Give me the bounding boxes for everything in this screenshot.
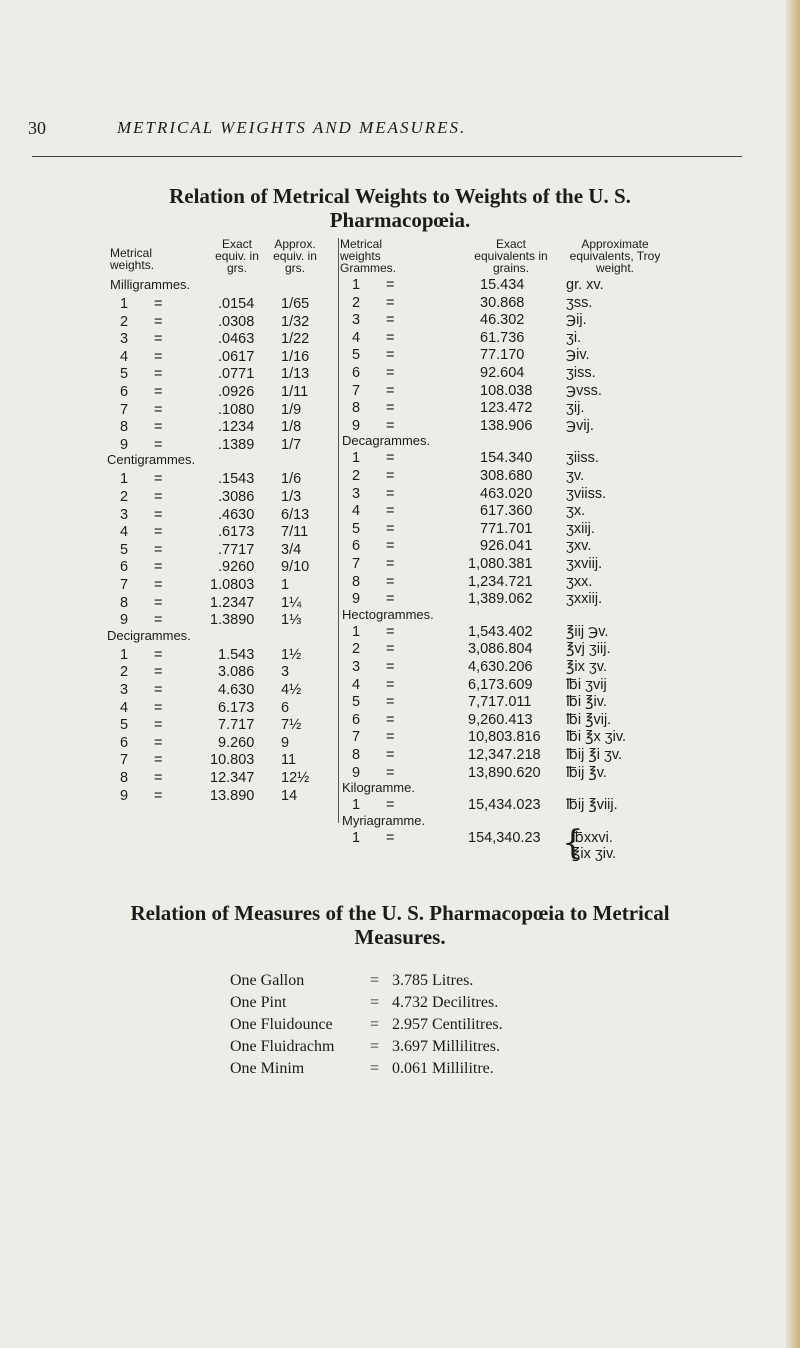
metric-number: 6 <box>352 711 361 728</box>
exact-equivalent: 1,543.402 <box>468 623 533 640</box>
exact-equivalent: 46.302 <box>480 312 525 329</box>
metric-number: 5 <box>120 717 129 734</box>
metric-number: 9 <box>120 436 129 453</box>
troy-equivalent: ʒxv. <box>566 538 592 555</box>
approx-equivalent: 7/11 <box>281 524 309 541</box>
equals-sign: = <box>386 729 395 746</box>
equals-sign: = <box>386 347 395 364</box>
table-row <box>0 346 800 364</box>
measures-table-title: Relation of Measures of the U. S. Pharmacopœia to Metrical <box>130 901 670 925</box>
equals-sign: = <box>154 734 163 751</box>
exact-equivalent: .6173 <box>218 524 255 541</box>
troy-equivalent: ℔i ʒvij <box>566 676 607 693</box>
approx-equivalent: 1/9 <box>281 401 302 418</box>
equals-sign: = <box>154 366 163 383</box>
metric-number: 7 <box>352 382 361 399</box>
approx-equivalent: 1¼ <box>281 594 302 611</box>
table-row <box>0 728 800 746</box>
metric-number: 1 <box>120 296 129 312</box>
metric-number: 8 <box>120 770 129 786</box>
exact-equivalent: .9260 <box>218 559 255 576</box>
exact-equivalent: 61.736 <box>480 329 525 346</box>
measure-name: One Fluidounce <box>230 1016 333 1033</box>
group-label: Decagrammes. <box>342 433 431 449</box>
equals-sign: = <box>386 520 395 537</box>
table-row <box>0 764 800 782</box>
equals-sign: = <box>154 717 163 734</box>
troy-equivalent: ℥ix ʒv. <box>566 659 607 675</box>
measure-name: One Pint <box>230 994 287 1011</box>
metric-number: 8 <box>120 594 129 611</box>
exact-equivalent: .0926 <box>218 384 255 400</box>
equals-sign: = <box>154 770 163 786</box>
equals-sign: = <box>386 417 395 434</box>
metric-number: 4 <box>120 524 129 541</box>
equals-sign: = <box>386 676 395 693</box>
exact-equivalent: 1,234.721 <box>468 573 533 590</box>
metric-number: 3 <box>120 682 129 698</box>
measure-name: One Minim <box>230 1060 305 1077</box>
troy-equivalent: ℈vss. <box>566 382 602 399</box>
measure-row <box>230 1058 690 1080</box>
metric-number: 8 <box>352 747 361 763</box>
equals-sign: = <box>386 694 395 711</box>
exact-equivalent: 13.890 <box>210 787 255 804</box>
equals-sign: = <box>154 559 163 576</box>
table-row <box>0 590 800 608</box>
exact-equivalent: 617.360 <box>480 503 533 520</box>
table-row <box>0 276 800 294</box>
approx-equivalent: 9 <box>281 734 290 751</box>
exact-equivalent: 15.434 <box>480 277 525 293</box>
exact-equivalent: 463.020 <box>480 485 533 502</box>
weights-table-title: Relation of Metrical Weights to Weights of the U. S. <box>169 184 631 208</box>
troy-equivalent: ʒx. <box>566 503 586 520</box>
equals-sign: = <box>386 764 395 781</box>
metric-number: 4 <box>352 329 361 346</box>
equals-sign: = <box>386 538 395 555</box>
metric-number: 9 <box>352 764 361 781</box>
equals-sign: = <box>386 573 395 590</box>
equals-sign: = <box>154 489 163 505</box>
equals-sign: = <box>154 594 163 611</box>
table-row <box>0 364 800 382</box>
metric-number: 2 <box>120 664 129 681</box>
measure-row <box>230 992 690 1014</box>
table-row <box>0 311 800 329</box>
equals-sign: = <box>386 623 395 640</box>
exact-equivalent: 154,340.23 <box>468 829 541 846</box>
troy-equivalent-line2: ℥ix ʒiv. <box>572 845 617 862</box>
table-row <box>0 711 800 729</box>
equals-sign: = <box>386 829 395 846</box>
exact-equivalent: 12,347.218 <box>468 747 541 763</box>
metric-number: 1 <box>352 797 361 814</box>
approx-equivalent: 1/22 <box>281 331 310 348</box>
metric-value: 3.785 Litres. <box>392 972 474 989</box>
metric-number: 3 <box>352 659 361 675</box>
equals-sign: = <box>370 1038 380 1055</box>
metric-number: 9 <box>352 417 361 434</box>
table-row <box>0 623 800 641</box>
header-rule <box>32 156 742 157</box>
metric-number: 2 <box>120 489 129 505</box>
equals-sign: = <box>154 419 163 436</box>
troy-equivalent: ʒiiss. <box>566 450 599 467</box>
troy-equivalent: ℈iv. <box>566 347 590 364</box>
exact-equivalent: 7,717.011 <box>468 694 532 711</box>
equals-sign: = <box>386 468 395 484</box>
metric-number: 6 <box>120 384 129 400</box>
approx-equivalent: 6/13 <box>281 506 310 523</box>
metric-number: 6 <box>120 559 129 576</box>
table-row <box>0 382 800 400</box>
equals-sign: = <box>386 641 395 658</box>
metric-number: 4 <box>352 676 361 693</box>
troy-equivalent: ℥vj ʒiij. <box>566 641 611 658</box>
equals-sign: = <box>386 365 395 381</box>
group-label: Hectogrammes. <box>342 606 434 622</box>
brace-symbol: { <box>562 823 584 863</box>
troy-equivalent: ℔ij ℥i ʒv. <box>566 747 623 763</box>
approx-equivalent: 1½ <box>281 646 302 663</box>
metric-number: 4 <box>120 348 129 365</box>
exact-equivalent: 6,173.609 <box>468 676 533 693</box>
equals-sign: = <box>386 711 395 728</box>
approx-equivalent: 3/4 <box>281 541 302 558</box>
group-label: Myriagramme. <box>342 812 426 828</box>
equals-sign: = <box>386 294 395 311</box>
approx-equivalent: 4½ <box>281 682 302 698</box>
equals-sign: = <box>386 277 395 293</box>
equals-sign: = <box>386 329 395 346</box>
measure-row <box>230 970 690 992</box>
equals-sign: = <box>370 1060 380 1077</box>
approx-equivalent: 1/32 <box>281 313 310 330</box>
metric-number: 7 <box>352 556 361 572</box>
metric-number: 6 <box>352 538 361 555</box>
exact-equivalent: 10.803 <box>210 752 255 769</box>
equals-sign: = <box>154 682 163 698</box>
metric-value: 0.061 Millilitre. <box>392 1060 494 1077</box>
troy-equivalent: ℔i ℥iv. <box>566 694 607 711</box>
approx-equivalent: 1/13 <box>281 366 310 383</box>
equals-sign: = <box>386 312 395 329</box>
equals-sign: = <box>154 436 163 453</box>
exact-equivalent: 77.170 <box>480 347 525 364</box>
equals-sign: = <box>154 787 163 804</box>
equals-sign: = <box>154 348 163 365</box>
page-header <box>0 118 800 148</box>
table-row <box>0 676 800 694</box>
metric-number: 8 <box>352 573 361 590</box>
metric-number: 4 <box>352 503 361 520</box>
metric-number: 1 <box>352 277 361 293</box>
troy-equivalent: ʒviiss. <box>566 485 607 502</box>
exact-equivalent: 926.041 <box>480 538 533 555</box>
table-row <box>0 746 800 764</box>
equals-sign: = <box>370 1016 380 1033</box>
metric-number: 1 <box>352 623 361 640</box>
exact-equivalent: 1.3890 <box>210 612 255 629</box>
exact-equivalent: 123.472 <box>480 400 533 417</box>
metric-number: 1 <box>120 471 129 488</box>
troy-equivalent: ʒxviij. <box>566 556 603 572</box>
equals-sign: = <box>386 659 395 675</box>
exact-equivalent: 308.680 <box>480 468 533 484</box>
table-row <box>0 485 800 503</box>
equals-sign: = <box>154 384 163 400</box>
troy-equivalent: ʒv. <box>566 468 585 484</box>
troy-equivalent: ℔ij ℥v. <box>566 764 607 781</box>
metric-number: 2 <box>352 294 361 311</box>
exact-equivalent: .0617 <box>218 348 255 365</box>
exact-equivalent: 4.630 <box>218 682 255 698</box>
exact-equivalent: 154.340 <box>480 450 533 467</box>
metric-number: 8 <box>352 400 361 417</box>
metric-number: 5 <box>120 541 129 558</box>
metric-number: 3 <box>352 485 361 502</box>
exact-equivalent: 4,630.206 <box>468 659 533 675</box>
group-label: Milligrammes. <box>110 277 191 292</box>
equals-sign: = <box>154 313 163 330</box>
exact-equivalent: 13,890.620 <box>468 764 541 781</box>
troy-equivalent: ʒxx. <box>566 573 593 590</box>
approx-equivalent: 6 <box>281 699 290 716</box>
equals-sign: = <box>154 296 163 312</box>
exact-equivalent: .0463 <box>218 331 255 348</box>
exact-equivalent: .1080 <box>218 401 255 418</box>
equals-sign: = <box>370 972 380 989</box>
equals-sign: = <box>154 471 163 488</box>
metric-value: 3.697 Millilitres. <box>392 1038 500 1055</box>
approx-equivalent: 1 <box>281 577 290 593</box>
equals-sign: = <box>154 331 163 348</box>
equals-sign: = <box>154 699 163 716</box>
exact-equivalent: .4630 <box>218 506 255 523</box>
exact-equivalent: 10,803.816 <box>468 729 541 746</box>
equals-sign: = <box>386 747 395 763</box>
metric-number: 3 <box>352 312 361 329</box>
metric-number: 5 <box>352 694 361 711</box>
page-number: 30 <box>28 118 46 138</box>
approx-equivalent: 1/16 <box>281 348 310 365</box>
equals-sign: = <box>154 612 163 629</box>
right-header-metrical: Metrical weights Grammes. <box>340 237 397 275</box>
table-row <box>0 520 800 538</box>
right-header-exact: Exact equivalents in grains. <box>474 237 548 275</box>
left-header-metrical: Metrical weights. <box>110 246 155 272</box>
equals-sign: = <box>370 994 380 1011</box>
table-row <box>0 417 800 435</box>
troy-equivalent: ℈vij. <box>566 417 594 434</box>
troy-equivalent: ℈ij. <box>566 312 587 329</box>
metric-number: 7 <box>120 401 129 418</box>
troy-equivalent: ℔ij ℥viij. <box>566 797 618 814</box>
metric-number: 5 <box>352 347 361 364</box>
approx-equivalent: 1/7 <box>281 436 302 453</box>
metric-number: 1 <box>352 450 361 467</box>
equals-sign: = <box>154 401 163 418</box>
exact-equivalent: 12.347 <box>210 770 255 786</box>
metric-number: 6 <box>120 734 129 751</box>
exact-equivalent: .0154 <box>218 296 255 312</box>
measure-name: One Gallon <box>230 972 305 989</box>
approx-equivalent: 1/6 <box>281 471 302 488</box>
troy-equivalent: ʒss. <box>566 294 593 311</box>
exact-equivalent: 1,389.062 <box>468 591 533 608</box>
metric-value: 2.957 Centilitres. <box>392 1016 503 1033</box>
exact-equivalent: 30.868 <box>480 294 525 311</box>
exact-equivalent: .0771 <box>218 366 255 383</box>
measure-name: One Fluidrachm <box>230 1038 335 1055</box>
troy-equivalent: ʒi. <box>566 329 582 346</box>
table-row <box>0 693 800 711</box>
metric-number: 4 <box>120 699 129 716</box>
metric-number: 9 <box>120 787 129 804</box>
metric-number: 2 <box>352 468 361 484</box>
exact-equivalent: 7.717 <box>218 717 255 734</box>
measure-row <box>230 1014 690 1036</box>
equals-sign: = <box>154 577 163 593</box>
table-row <box>0 537 800 555</box>
left-header-approx: Approx. equiv. in grs. <box>273 237 317 275</box>
equals-sign: = <box>386 797 395 814</box>
metric-number: 1 <box>352 829 361 846</box>
approx-equivalent: 1/65 <box>281 296 310 312</box>
metric-number: 5 <box>352 520 361 537</box>
equals-sign: = <box>154 524 163 541</box>
table-row <box>0 555 800 573</box>
exact-equivalent: 1.2347 <box>210 594 255 611</box>
troy-equivalent: gr. xv. <box>566 277 604 293</box>
exact-equivalent: 6.173 <box>218 699 255 716</box>
metric-number: 7 <box>120 577 129 593</box>
metric-number: 6 <box>352 365 361 381</box>
table-row <box>0 640 800 658</box>
table-row <box>0 329 800 347</box>
exact-equivalent: 15,434.023 <box>468 797 541 814</box>
exact-equivalent: 3,086.804 <box>468 641 533 658</box>
running-head: METRICAL WEIGHTS AND MEASURES. <box>117 118 467 137</box>
equals-sign: = <box>386 485 395 502</box>
exact-equivalent: 138.906 <box>480 417 533 434</box>
exact-equivalent: 9.260 <box>218 734 255 751</box>
equals-sign: = <box>386 450 395 467</box>
equals-sign: = <box>386 382 395 399</box>
exact-equivalent: .3086 <box>218 489 255 505</box>
troy-equivalent: ʒxxiij. <box>566 591 603 608</box>
group-label: Kilogramme. <box>342 780 415 796</box>
troy-equivalent: ℔xxvi. <box>572 829 613 846</box>
metric-number: 5 <box>120 366 129 383</box>
weights-table-subtitle: Pharmacopœia. <box>329 208 471 232</box>
left-header-exact: Exact equiv. in grs. <box>215 237 259 275</box>
exact-equivalent: 9,260.413 <box>468 711 533 728</box>
exact-equivalent: 1.543 <box>218 646 255 663</box>
metric-number: 3 <box>120 331 129 348</box>
approx-equivalent: 9/10 <box>281 559 310 576</box>
approx-equivalent: 14 <box>281 787 298 804</box>
approx-equivalent: 1/11 <box>281 384 309 400</box>
equals-sign: = <box>154 664 163 681</box>
exact-equivalent: 92.604 <box>480 365 525 381</box>
exact-equivalent: 108.038 <box>480 382 533 399</box>
troy-equivalent: ℥iij ℈v. <box>566 623 609 640</box>
table-row <box>0 829 800 862</box>
group-label: Centigrammes. <box>107 452 196 468</box>
table-row <box>0 467 800 485</box>
exact-equivalent: 1.0803 <box>210 577 255 593</box>
approx-equivalent: 11 <box>281 752 297 769</box>
troy-equivalent: ℔i ℥x ʒiv. <box>566 729 627 746</box>
equals-sign: = <box>154 752 163 769</box>
table-row <box>0 399 800 417</box>
metric-number: 9 <box>120 612 129 629</box>
troy-equivalent: ℔i ℥vij. <box>566 711 612 728</box>
equals-sign: = <box>154 506 163 523</box>
equals-sign: = <box>386 591 395 608</box>
equals-sign: = <box>386 503 395 520</box>
approx-equivalent: 7½ <box>281 717 302 734</box>
measures-table-subtitle: Measures. <box>354 925 446 949</box>
table-row <box>0 658 800 676</box>
table-row <box>0 294 800 312</box>
exact-equivalent: 771.701 <box>480 520 533 537</box>
right-header-approx: Approximate equivalents, Troy weight. <box>569 237 661 275</box>
exact-equivalent: 3.086 <box>218 664 255 681</box>
equals-sign: = <box>386 400 395 417</box>
table-row <box>0 502 800 520</box>
metric-number: 3 <box>120 506 129 523</box>
metric-number: 9 <box>352 591 361 608</box>
exact-equivalent: .1543 <box>218 471 255 488</box>
approx-equivalent: 1/8 <box>281 419 302 436</box>
troy-equivalent: ʒxiij. <box>566 520 595 537</box>
metric-number: 7 <box>120 752 129 769</box>
table-row <box>0 796 800 814</box>
exact-equivalent: .1234 <box>218 419 255 436</box>
metric-number: 1 <box>120 646 129 663</box>
table-row <box>0 449 800 467</box>
troy-equivalent: ʒij. <box>566 400 585 417</box>
equals-sign: = <box>154 646 163 663</box>
exact-equivalent: .7717 <box>218 541 255 558</box>
troy-equivalent: ʒiss. <box>566 365 596 381</box>
metric-number: 2 <box>352 641 361 658</box>
group-label: Decigrammes. <box>107 627 191 643</box>
metric-number: 8 <box>120 419 129 436</box>
approx-equivalent: 1/3 <box>281 489 302 505</box>
approx-equivalent: 1⅓ <box>281 612 302 629</box>
metric-number: 7 <box>352 729 361 746</box>
measure-row <box>230 1036 690 1058</box>
exact-equivalent: .0308 <box>218 313 255 330</box>
equals-sign: = <box>154 541 163 558</box>
equals-sign: = <box>386 556 395 572</box>
metric-number: 2 <box>120 313 129 330</box>
exact-equivalent: .1389 <box>218 436 255 453</box>
table-row <box>0 573 800 591</box>
metric-value: 4.732 Decilitres. <box>392 994 499 1011</box>
exact-equivalent: 1,080.381 <box>468 556 533 572</box>
approx-equivalent: 12½ <box>281 770 310 786</box>
approx-equivalent: 3 <box>281 664 290 681</box>
